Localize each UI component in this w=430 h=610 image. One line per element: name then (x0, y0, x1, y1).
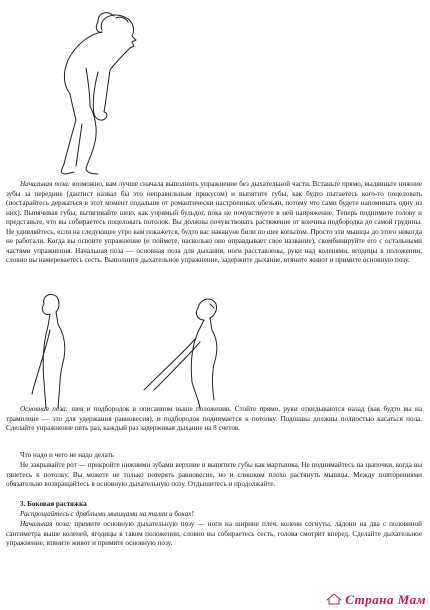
illustration-main-pose-side (30, 290, 90, 410)
dos-and-donts-title: Что надо и чего не надо делать (20, 451, 114, 459)
section-heading-side-stretch: 3. Боковая растяжка (20, 500, 87, 508)
section-subtitle: Распрощайтесь с дряблыми мышцами на талии и боках! (20, 510, 194, 518)
illustration-starting-pose (28, 8, 158, 180)
side-stretch-starting-text: примите основную дыхательную позу — ноги на ширине плеч, колени согнуты, ладони на два с половиной сантиметра выше коленей, ягодицы в таком положении, словно вы собираетесь сесть, голова смотрит вперед. Сделайте дыхательное упражнение, втяните живот и примите основную позу. (6, 520, 422, 548)
starting-pose-text: возможно, вам лучше сначала выполнить упражнение без дыхательной части. Встаньте прямо, выдвиньте нижние зубы за передние (дантист назвал бы это неправильным прикусом) и выпятите губы, как будто пытаетесь кого-то поцеловать (постарайтесь держаться в этот момент подальше от романтически настроенных обезьян, потому что сами будете напоминать одну из них). Выпячивая губы, вытягивайте шею, как упрямый бульдог, пока не почувствуете в ней напряжение. Теперь поднимите голову и представьте, что вы собираетесь поцеловать потолок. Вы должны почувствовать растяжение от кончика подбородка до самой грудины. Не удивляйтесь, если на следующее утро вам покажется, будто вас накануне били по шее копытом. Просто эти мышцы до этого никогда не работали. Когда вы освоите упражнение (и поймете, насколько оно оправдывает свое название), скомбинируйте его с остальными частями упражнения. Начальная поза — основная поза для дыхания, ноги расставлены, руки над коленями, ягодицы в положении, словно вы намереваетесь сесть. Выполните дыхательное упражнение, задержите дыхание, втяните живот и примите основную позу. (6, 180, 422, 265)
watermark-text: Страна Мам (345, 592, 426, 607)
dos-and-donts-text: Не закрывайте рот — прикройте нижними зубами верхние и выпятите губы как мартышка. Не поднимайтесь на цыпочки, когда вы тянетесь к потолку. Вы можете не только потерять равновесие, но и слишком плохо растянуть мышцы. Между повторениями обязательно возвращайтесь в основную дыхательную позу. Отдышитесь и продолжайте. (6, 461, 422, 489)
illustration-main-pose-arms-back (140, 290, 240, 410)
main-pose-label: Основная поза: (20, 405, 69, 413)
watermark-logo (325, 592, 426, 608)
main-pose-text: шея и подбородок в описанном выше положении. Стойте прямо, руки откидываются назад (как будто вы на трамплине — это для удержания равновесия), и подбородок поднимается к потолку. Подошвы должны полностью касаться пола. Сделайте упражнение пять раз, каждый раз задерживая дыхание на 8 счетов. (6, 405, 422, 433)
starting-pose-label: Начальная поза: (20, 180, 71, 188)
side-stretch-starting-label: Начальная поза: (20, 520, 72, 528)
house-icon (325, 593, 343, 605)
